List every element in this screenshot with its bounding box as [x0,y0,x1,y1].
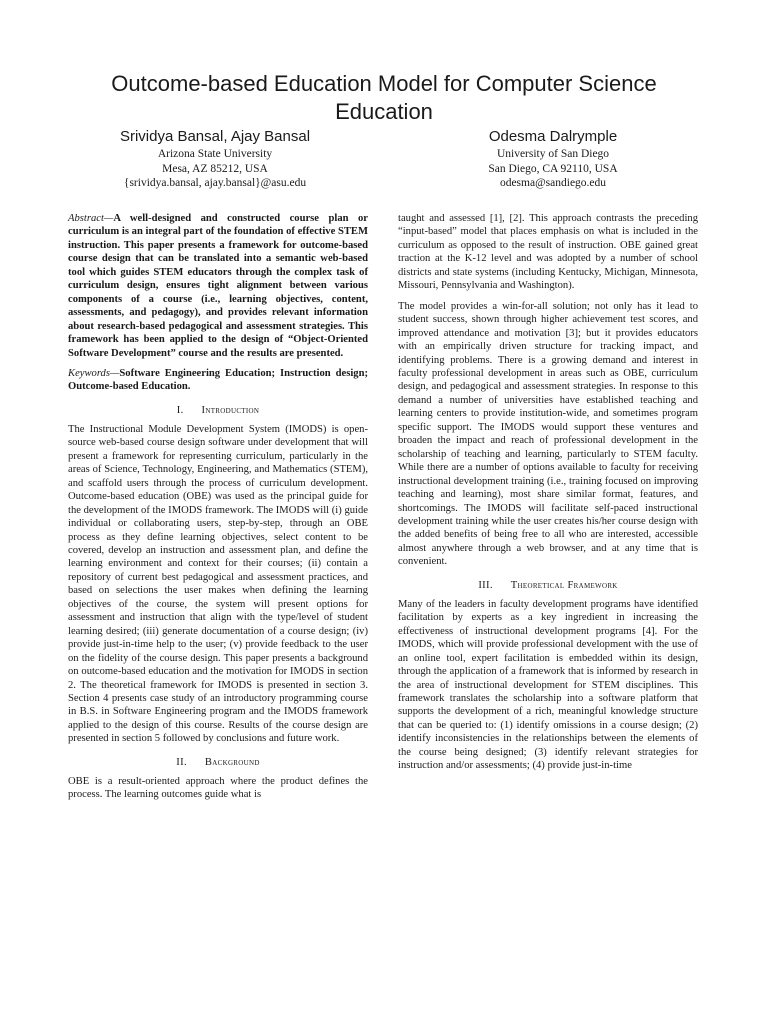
section-title: Theoretical Framework [510,579,618,591]
author-affiliation: University of San Diego [496,148,610,160]
paragraph: taught and assessed [1], [2]. This approach contrasts the preceding “input-based” model that places emphasis on what is included in the curriculum as opposed to the result of instruction. OBE gained great traction at the K-12 level and was adopted by a number of school districts and state systems (including Kentucky, Michigan, Minnesota, Missouri, Pennsylvania and Washington). [398,213,698,292]
author-affiliation: Arizona State University [157,148,273,160]
keywords [68,367,368,394]
section-number: I. [176,404,184,416]
author-block-asu [90,127,340,191]
section-heading-background [68,756,368,769]
author-email: odesma@sandiego.edu [499,177,607,189]
author-address: Mesa, AZ 85212, USA [162,162,268,175]
paper-title: Outcome-based Education Model for Computer Science Education [111,71,657,124]
abstract [68,212,368,360]
paragraph: The model provides a win-for-all solution; not only has it lead to student success, shown through higher achievement test scores, and improved attendance and motivation [3]; but it provides educators with an empirically driven structure for tracking impact, and identifying problems. There is a growing demand and interest in faculty professional development in areas such as OBE, curriculum design, and pedagogical and assessment strategies. In response to this demand a number of universities have established teaching and learning centers to provide institution-wide, and sometimes program specific support. The IMODS would support these ventures and broaden the impact and reach of professional development in the scholarship of teaching and learning, particularly to STEM faculty. While there are a number of options available to faculty for receiving instructional development training (i.e., training focused on improving teaching and learning), most share similar format, features, and shortcomings. The IMODS will facilitate self-paced instructional development training while the user creates his/her course design with the added benefits of being free to all who are interested, accessible almost anywhere through a web browser, and at any time that is convenient. [398,300,698,568]
section-heading-theoretical-framework [398,579,698,592]
section-number: II. [176,756,187,768]
paragraph: The Instructional Module Development System (IMODS) is open-source web-based course design software under development that will present a framework for representing curriculum, particularly in the areas of Science, Technology, Engineering, and Mathematics (STEM), and scaffold users through the process of curriculum development. Outcome-based education (OBE) was used as the principal guide for the development of the IMODS framework. The IMODS will (i) guide individual or collaborating users, step-by-step, through an OBE process as they define learning objectives, select content to be covered, develop an instruction and assessment plan, and define the learning environment and context for their courses; (ii) contain a repository of current best pedagogical and assessment practices, and based on selections the user makes when defining the learning objectives of the course, the system will present options for assessment and instruction that align with the type/level of student learning desired; (iii) generate documentation of a course design; (iv) provide just-in-time help to the user; (v) provide feedback to the user on the fidelity of the course design. This paper presents a background on outcome-based education and the motivation for IMODS in section 2. The theoretical framework for IMODS is presented in section 3. Section 4 presents case study of an introductory programming course in B.S. in Software Engineering program and the IMODS framework applied to the design of this course. Results of the course design are presented in section 5 followed by conclusions and future work. [68,423,368,745]
author-names: Srividya Bansal, Ajay Bansal [119,128,311,145]
author-block-usd [428,127,678,191]
author-address: San Diego, CA 92110, USA [488,162,618,175]
keywords-lead: Keywords— [68,367,120,379]
abstract-text: A well-designed and constructed course plan or curriculum is an integral part of the foundation of effective STEM instruction. This paper presents a framework for outcome-based course design that can be translated into a semantic web-based tool which guides STEM educators through the complex task of curriculum design, ensures tight alignment between various components of a course (i.e., learning objectives, content, assessments, and pedagogy), and provides relevant information about research-based pedagogical and assessment strategies. This framework has been applied to the design of “Object-Oriented Software Development” course and the results are presented. [68,213,368,359]
section-number: III. [478,579,493,591]
section-title: Introduction [201,404,260,416]
left-column [68,212,368,802]
keywords-text: Software Engineering Education; Instruction design; Outcome-based Education. [68,367,368,393]
abstract-lead: Abstract— [68,213,114,224]
right-column [398,212,698,773]
paragraph: Many of the leaders in faculty development programs have identified facilitation by experts as a key ingredient in increasing the effectiveness of instructional development programs [4]. For the IMODS, which will provide professional development with the use of an online tool, expert facilitation is embedded within its design, through the application of a framework that is informed by research in the area of instructional development for STEM disciplines. This framework translates the scholarship into a software platform that supports the development of a rich, meaningful knowledge structure that can be queried to: (1) identify omissions in a course design; (2) identify inconsistencies in the relationships between the elements of the course being designed; (3) identify relevant strategies for instruction and/or assessments; (4) provide just-in-time [398,598,698,772]
section-title: Background [204,756,260,768]
paragraph: OBE is a result-oriented approach where the product defines the process. The learning outcomes guide what is [68,775,368,801]
author-email: {srividya.bansal, ajay.bansal}@asu.edu [123,177,307,189]
section-heading-introduction [68,404,368,417]
author-names: Odesma Dalrymple [488,128,618,145]
